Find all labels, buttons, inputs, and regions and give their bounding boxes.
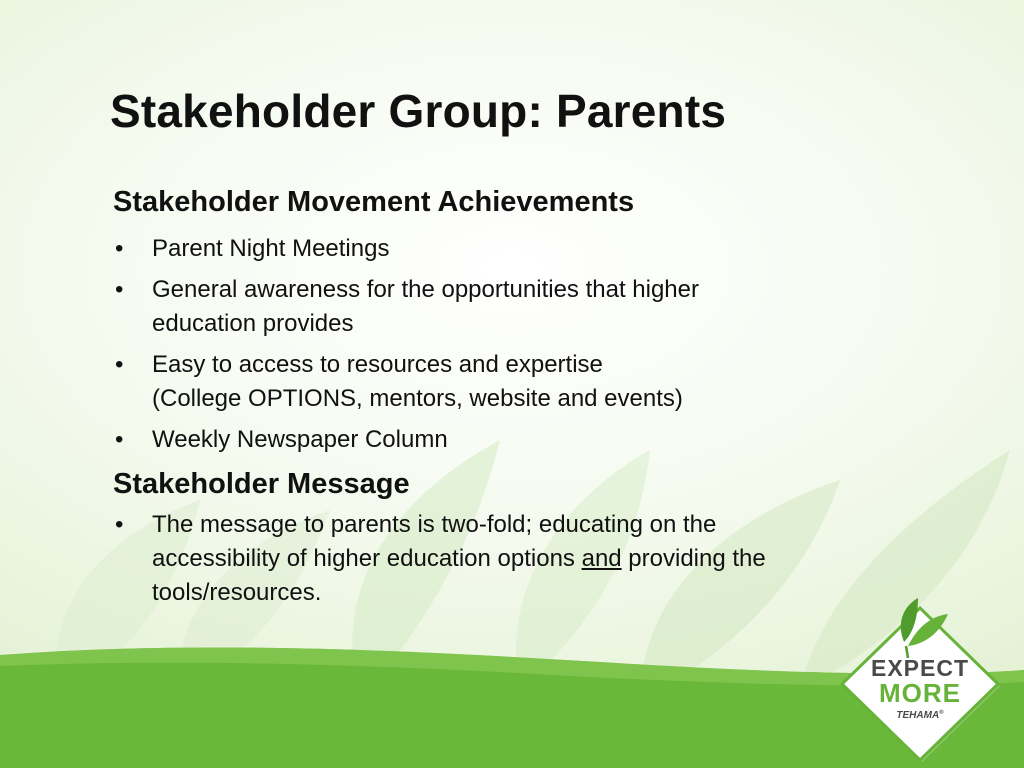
list-item bbox=[113, 232, 893, 266]
list-item-text: (College OPTIONS, mentors, website and events) bbox=[152, 385, 683, 412]
logo-text-tehama-word: TEHAMA bbox=[896, 710, 940, 721]
list-item-text: • General awareness for the opportunities that higher bbox=[152, 276, 699, 303]
achievements-list bbox=[113, 232, 893, 464]
list-item bbox=[113, 273, 893, 341]
slide-title: Stakeholder Group: Parents bbox=[110, 85, 727, 137]
list-item-text: tools/resources. bbox=[152, 579, 322, 606]
logo-text-expect: EXPECT bbox=[870, 655, 970, 681]
list-item-text bbox=[152, 542, 893, 576]
logo-text-more: MORE bbox=[879, 678, 961, 708]
list-item bbox=[113, 348, 893, 416]
list-item-text: • Parent Night Meetings bbox=[152, 235, 390, 262]
list-item-text: • The message to parents is two-fold; educating on the bbox=[152, 511, 717, 538]
section-heading-message: Stakeholder Message bbox=[113, 468, 410, 500]
list-item bbox=[113, 423, 893, 457]
text-segment: providing the bbox=[621, 545, 766, 572]
list-item-text: • Easy to access to resources and expertise bbox=[152, 351, 603, 378]
list-item bbox=[113, 508, 893, 610]
message-list bbox=[113, 508, 893, 617]
logo-text-tehama bbox=[896, 709, 944, 721]
text-segment: accessibility of higher education options bbox=[152, 545, 582, 572]
list-item-text: education provides bbox=[152, 310, 354, 337]
section-heading-achievements: Stakeholder Movement Achievements bbox=[113, 186, 635, 218]
list-item-text: • Weekly Newspaper Column bbox=[152, 426, 448, 453]
underlined-text: and bbox=[581, 545, 622, 572]
expect-more-tehama-logo bbox=[838, 592, 1002, 762]
trademark-symbol: ® bbox=[939, 710, 944, 716]
